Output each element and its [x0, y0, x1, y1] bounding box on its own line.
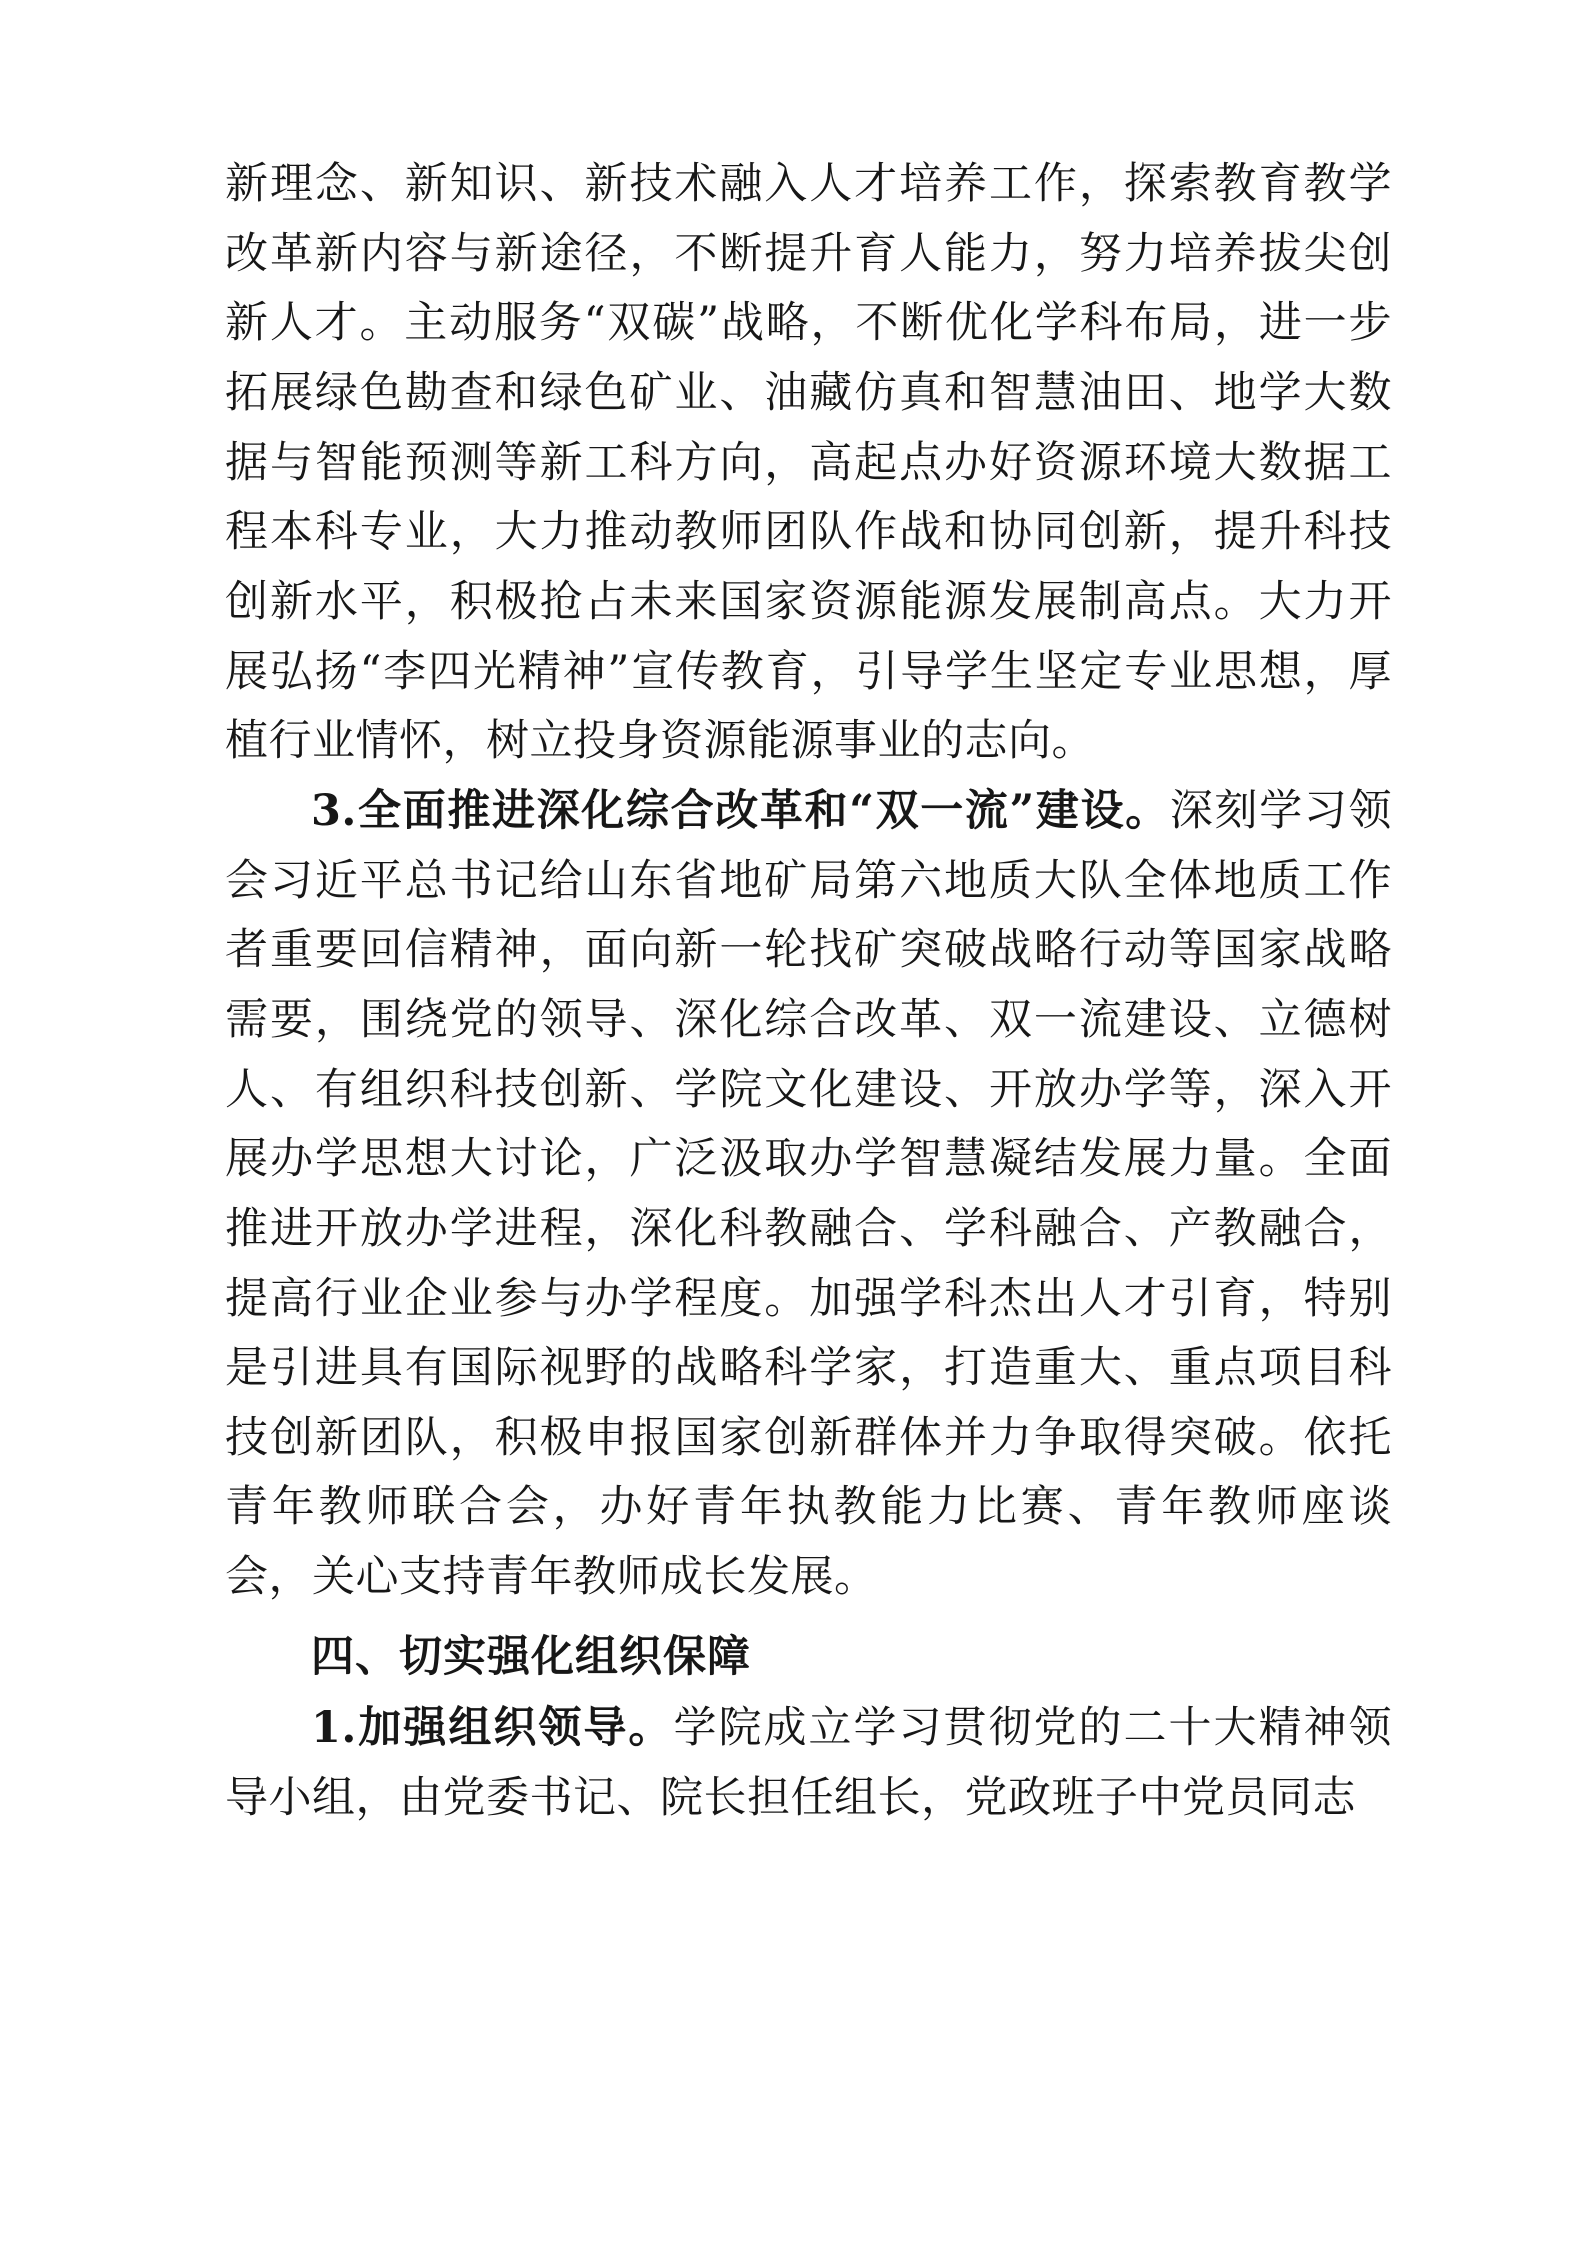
paragraph-item-3 — [225, 777, 1392, 1613]
paragraph-item-1-lead: 1.加强组织领导。 — [311, 1703, 674, 1754]
paragraph-item-1-text: 学院成立学习贯彻党的二十大精神领导小组，由党委书记、院长担任组长，党政班子中党员同志 — [225, 1703, 1393, 1824]
paragraph-item-1 — [225, 1694, 1392, 1833]
paragraph-item-3-lead: 3.全面推进深化综合改革和“双一流”建设。 — [311, 785, 1170, 836]
section-heading: 四、切实强化组织保障 — [311, 1631, 751, 1682]
paragraph-continued-text: 新理念、新知识、新技术融入人才培养工作，探索教育教学改革新内容与新途径，不断提升育人能力，努力培养拔尖创新人才。主动服务“双碳”战略，不断优化学科布局，进一步拓展绿色勘查和绿色矿业、油藏仿真和智慧油田、地学大数据与智能预测等新工科方向，高起点办好资源环境大数据工程本科专业，大力推动教师团队作战和协同创新，提升科技创新水平，积极抢占未来国家资源能源发展制高点。大力开展弘扬“李四光精神”宣传教育，引导学生坚定专业思想，厚植行业情怀，树立投身资源能源事业的志向。 — [225, 159, 1392, 767]
paragraph-continued — [225, 150, 1392, 777]
paragraph-item-3-text: 深刻学习领会习近平总书记给山东省地矿局第六地质大队全体地质工作者重要回信精神，面向新一轮找矿突破战略行动等国家战略需要，围绕党的领导、深化综合改革、双一流建设、立德树人、有组织科技创新、学院文化建设、开放办学等，深入开展办学思想大讨论，广泛汲取办学智慧凝结发展力量。全面推进开放办学进程，深化科教融合、学科融合、产教融合，提高行业企业参与办学程度。加强学科杰出人才引育，特别是引进具有国际视野的战略科学家，打造重大、重点项目科技创新团队，积极申报国家创新群体并力争取得突破。依托青年教师联合会，办好青年执教能力比赛、青年教师座谈会，关心支持青年教师成长发展。 — [225, 785, 1392, 1603]
document-body — [225, 150, 1392, 1834]
